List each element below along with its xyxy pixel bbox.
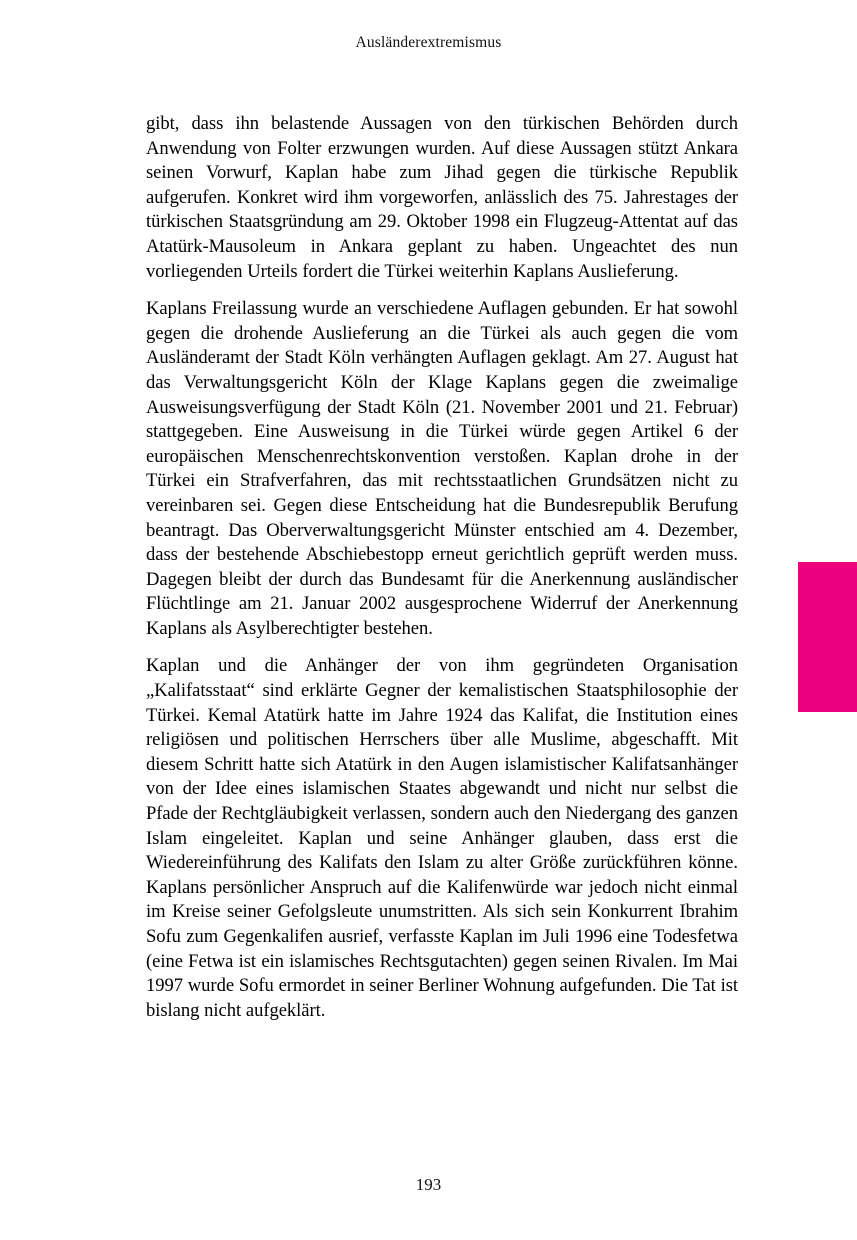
thumb-index-tab: [798, 562, 857, 712]
page-number: 193: [415, 1175, 442, 1194]
body-text-column: [146, 112, 738, 1023]
running-header: Ausländerextremismus: [355, 34, 502, 51]
paragraph: Kaplan und die Anhänger der von ihm gegründeten Organisation „Kalifatsstaat“ sind erklärte Gegner der kemalistischen Staatsphilosophie der Türkei. Kemal Atatürk hatte im Jahre 1924 das Kalifat, die Institution eines religiösen und politischen Herrschers über alle Muslime, abgeschafft. Mit diesem Schritt hatte sich Atatürk in den Augen islamistischer Kalifatsanhänger von der Idee eines islamischen Staates abgewandt und nicht nur selbst die Pfade der Rechtgläubigkeit verlassen, sondern auch den Niedergang des ganzen Islam eingeleitet. Kaplan und seine Anhänger glauben, dass erst die Wiedereinführung des Kalifats den Islam zu alter Größe zurückführen könne. Kaplans persönlicher Anspruch auf die Kalifenwürde war jedoch nicht einmal im Kreise seiner Gefolgsleute unumstritten. Als sich sein Konkurrent Ibrahim Sofu zum Gegenkalifen ausrief, verfasste Kaplan im Juli 1996 eine Todesfetwa (eine Fetwa ist ein islamisches Rechtsgutachten) gegen seinen Rivalen. Im Mai 1997 wurde Sofu ermordet in seiner Berliner Wohnung aufgefunden. Die Tat ist bislang nicht aufgeklärt.: [146, 655, 738, 1021]
paragraph: Kaplans Freilassung wurde an verschiedene Auflagen gebunden. Er hat sowohl gegen die drohende Auslieferung an die Türkei als auch gegen die vom Ausländeramt der Stadt Köln verhängten Auflagen geklagt. Am 27. August hat das Verwaltungsgericht Köln der Klage Kaplans gegen die zweimalige Ausweisungsverfügung der Stadt Köln (21. November 2001 und 21. Februar) stattgegeben. Eine Ausweisung in die Türkei würde gegen Artikel 6 der europäischen Menschenrechtskonvention verstoßen. Kaplan drohe in der Türkei ein Strafverfahren, das mit rechtsstaatlichen Grundsätzen nicht zu vereinbaren sei. Gegen diese Entscheidung hat die Bundesrepublik Berufung beantragt. Das Oberverwaltungsgericht Münster entschied am 4. Dezember, dass der bestehende Abschiebestopp erneut gerichtlich geprüft werden muss. Dagegen bleibt der durch das Bundesamt für die Anerkennung ausländischer Flüchtlinge am 21. Januar 2002 ausgesprochene Widerruf der Anerkennung Kaplans als Asylberechtigter bestehen.: [146, 298, 738, 639]
paragraph: gibt, dass ihn belastende Aussagen von den türkischen Behörden durch Anwendung von Folter erzwungen wurden. Auf diese Aussagen stützt Ankara seinen Vorwurf, Kaplan habe zum Jihad gegen die türkische Republik aufgerufen. Konkret wird ihm vorgeworfen, anlässlich des 75. Jahrestages der türkischen Staatsgründung am 29. Oktober 1998 ein Flugzeug-Attentat auf das Atatürk-Mausoleum in Ankara geplant zu haben. Ungeachtet des nun vorliegenden Urteils fordert die Türkei weiterhin Kaplans Auslieferung.: [146, 113, 738, 282]
